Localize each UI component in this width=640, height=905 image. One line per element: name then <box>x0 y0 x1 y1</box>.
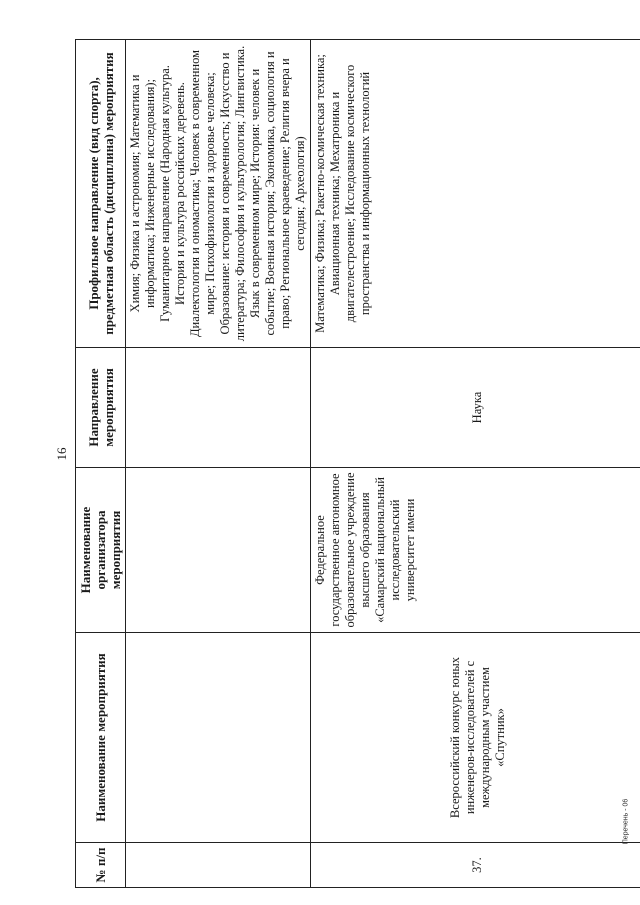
table-row <box>126 40 311 888</box>
header-profile: Профильное направление (вид спорта), предметная область (дисциплина) мероприятия <box>76 40 126 348</box>
cell-organizer <box>126 468 311 633</box>
page-number: 16 <box>54 447 69 461</box>
rotated-table-sheet <box>75 40 625 888</box>
header-organizer: Наименование организатора мероприятия <box>76 468 126 633</box>
footer-note: Перечень - 06 <box>622 798 630 845</box>
table-row <box>311 40 640 888</box>
cell-organizer: Федеральное государственное автономное образовательное учреждение высшего образования «Самарский национальный исследовательский университет имени <box>311 468 640 633</box>
header-direction: Направление мероприятия <box>76 348 126 468</box>
table-header-row <box>76 40 126 888</box>
events-table <box>75 39 640 888</box>
header-num: № п/п <box>76 843 126 888</box>
cell-num: 37. <box>311 843 640 888</box>
cell-direction: Наука <box>311 348 640 468</box>
cell-profile: Математика; Физика; Ракетно-космическая техника; Авиационная техника; Мехатроника и двигателестроение; Исследование космического пространства и информационных технологий <box>311 40 640 348</box>
cell-direction <box>126 348 311 468</box>
cell-profile: Химия; Физика и астрономия; Математика и информатика; Инженерные исследования); Гуманитарное направление (Народная культура. История и культура российских деревень. Диалектология и ономастика; Человек в современном мире; Психофизиология и здоровье человека; Образование: история и современность; Искусство и литература; Философия и культурология; Лингвистика. Язык в современном мире; История: человек и событие; Военная история; Экономика, социология и право; Региональное краеведение; Религия вчера и сегодня; Археология) <box>126 40 311 348</box>
cell-event-name <box>126 633 311 843</box>
cell-event-name: Всероссийский конкурс юных инженеров-исследователей с международным участием «Спутник» <box>311 633 640 843</box>
header-event-name: Наименование мероприятия <box>76 633 126 843</box>
cell-num <box>126 843 311 888</box>
